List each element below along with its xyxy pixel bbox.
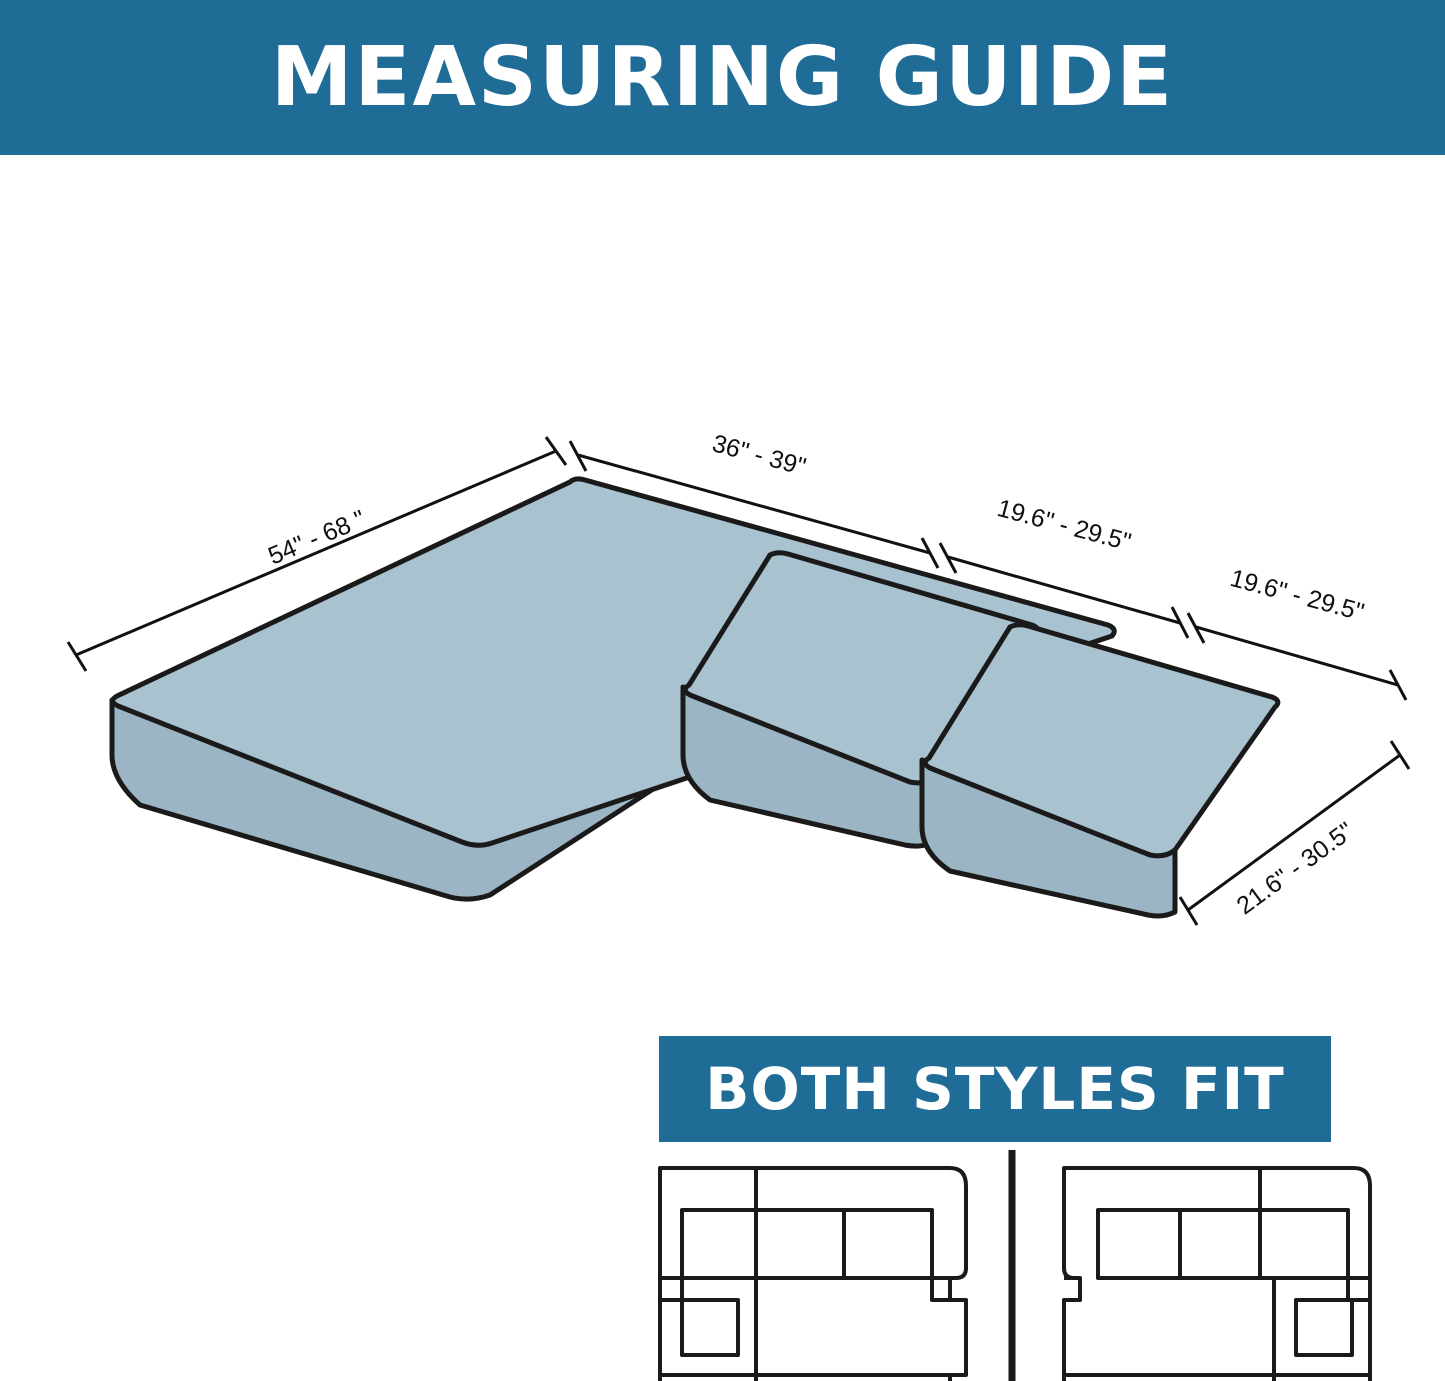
sofa-outline-left-chaise <box>660 1168 966 1381</box>
dimension-label-chaise-width: 36" - 39" <box>709 429 809 482</box>
dimension-label-seat-two: 19.6" - 29.5" <box>994 493 1134 557</box>
sofa-outline-right-chaise <box>1064 1168 1370 1381</box>
both-styles-title: BOTH STYLES FIT <box>705 1055 1285 1123</box>
page-title: MEASURING GUIDE <box>270 29 1175 125</box>
dimension-label-seat-depth: 21.6" - 30.5" <box>1231 816 1360 921</box>
cushion-diagram-svg <box>0 155 1445 1035</box>
sofa-style-figures <box>620 1150 1410 1381</box>
header-banner <box>0 0 1445 155</box>
dimension-label-chaise-length: 54" - 68 " <box>264 504 370 571</box>
sofa-figures-svg <box>620 1150 1410 1381</box>
dimension-label-seat-three: 19.6" - 29.5" <box>1227 563 1367 627</box>
both-styles-banner <box>659 1036 1331 1142</box>
diagram-container <box>0 155 1445 1035</box>
